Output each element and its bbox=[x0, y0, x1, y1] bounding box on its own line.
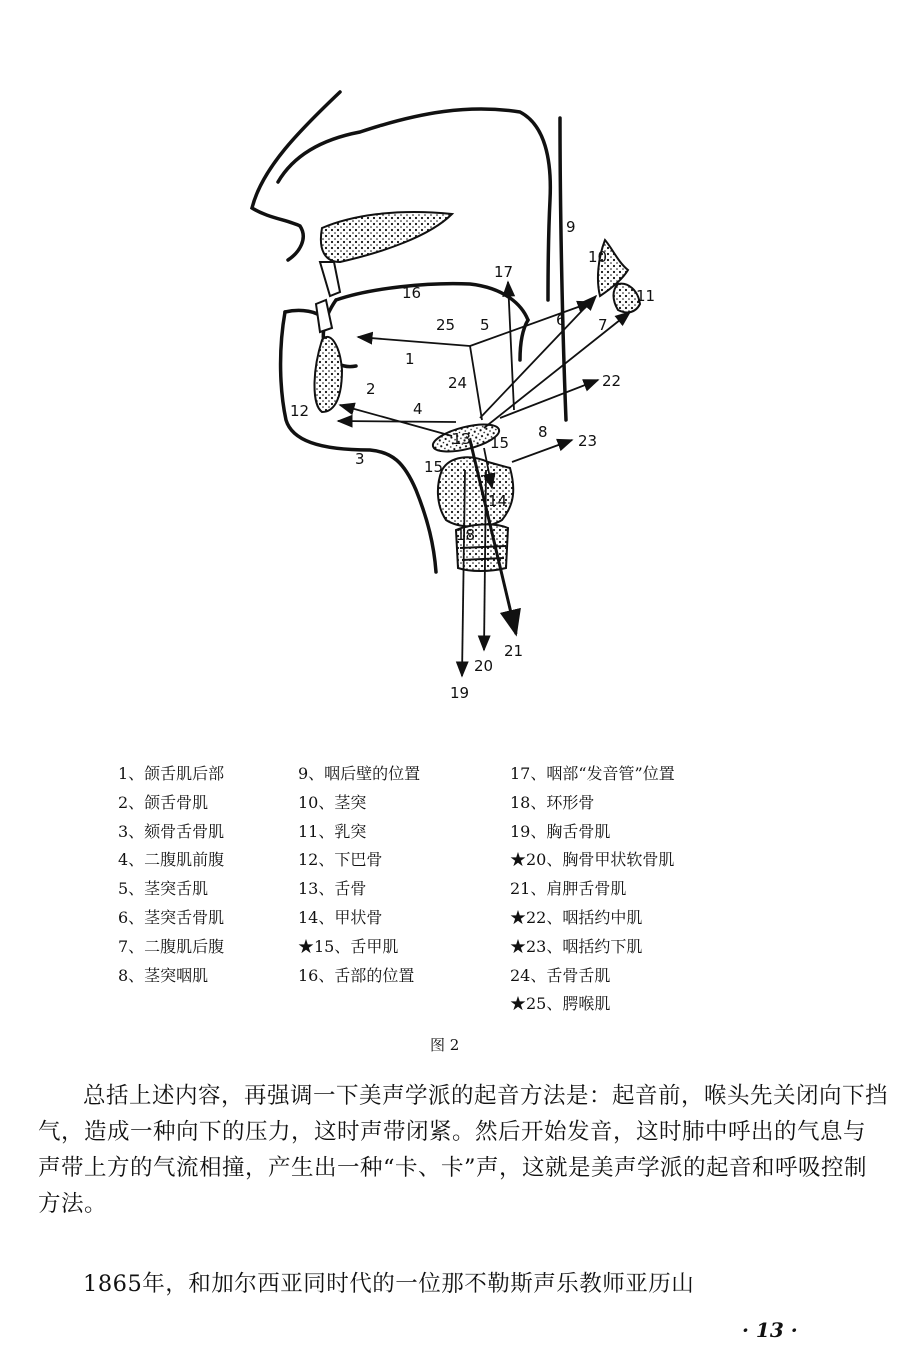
label-2: 2 bbox=[366, 380, 376, 398]
legend-item: 8、茎突咽肌 bbox=[118, 965, 209, 985]
label-9: 9 bbox=[566, 218, 576, 236]
label-11: 11 bbox=[636, 287, 656, 305]
legend-item: 5、茎突舌肌 bbox=[118, 879, 209, 899]
legend-column-2 bbox=[298, 760, 420, 990]
label-7: 7 bbox=[598, 316, 608, 334]
legend-item: 10、茎突 bbox=[298, 792, 367, 812]
label-15a: 15 bbox=[490, 434, 510, 452]
label-6: 6 bbox=[556, 311, 566, 329]
figure-caption: 图 2 bbox=[430, 1036, 460, 1054]
label-23: 23 bbox=[578, 432, 598, 450]
legend-item: 6、茎突舌骨肌 bbox=[118, 907, 225, 927]
legend-item: ★25、腭喉肌 bbox=[510, 994, 611, 1014]
head-outline bbox=[252, 92, 566, 572]
legend-item: 18、环形骨 bbox=[510, 792, 595, 812]
label-16: 16 bbox=[402, 284, 422, 302]
body-paragraph: 1865年，和加尔西亚同时代的一位那不勒斯声乐教师亚历山 bbox=[83, 1271, 695, 1297]
legend-item: 13、舌骨 bbox=[298, 879, 367, 899]
label-5: 5 bbox=[480, 316, 490, 334]
legend-item: ★20、胸骨甲状软骨肌 bbox=[510, 850, 675, 870]
label-24: 24 bbox=[448, 374, 468, 392]
label-13: 13 bbox=[452, 430, 472, 448]
label-25: 25 bbox=[436, 316, 456, 334]
legend-item: 21、肩胛舌骨肌 bbox=[510, 879, 627, 899]
label-8: 8 bbox=[538, 423, 548, 441]
label-4: 4 bbox=[413, 400, 423, 418]
label-10: 10 bbox=[588, 248, 608, 266]
legend-item: 11、乳突 bbox=[298, 821, 367, 841]
label-22: 22 bbox=[602, 372, 622, 390]
upper-teeth bbox=[320, 262, 340, 296]
legend-item: 14、甲状骨 bbox=[298, 907, 383, 927]
label-17: 17 bbox=[494, 263, 514, 281]
legend-item: 19、胸舌骨肌 bbox=[510, 821, 611, 841]
legend-item: 7、二腹肌后腹 bbox=[118, 936, 225, 956]
label-18: 18 bbox=[456, 526, 476, 544]
palate-bone bbox=[321, 212, 452, 262]
legend-item: 24、舌骨舌肌 bbox=[510, 965, 611, 985]
legend-item: 12、下巴骨 bbox=[298, 850, 383, 870]
lower-teeth bbox=[316, 300, 332, 332]
legend-item: ★23、咽括约下肌 bbox=[510, 936, 643, 956]
legend-item: 17、咽部“发音管”位置 bbox=[510, 764, 675, 783]
legend-item: 16、舌部的位置 bbox=[298, 965, 415, 985]
legend-column-1 bbox=[118, 760, 224, 990]
label-14: 14 bbox=[488, 492, 508, 510]
label-19: 19 bbox=[450, 684, 470, 702]
page-number: · 13 · bbox=[742, 1318, 798, 1342]
label-3: 3 bbox=[355, 450, 365, 468]
legend-item: 2、颌舌骨肌 bbox=[118, 792, 209, 812]
legend-item: 1、颌舌肌后部 bbox=[118, 764, 225, 783]
legend-item: ★22、咽括约中肌 bbox=[510, 907, 643, 927]
legend-item: 4、二腹肌前腹 bbox=[118, 850, 225, 870]
legend-item: ★15、舌甲肌 bbox=[298, 936, 399, 956]
legend-item: 9、咽后壁的位置 bbox=[298, 764, 421, 783]
label-15b: 15 bbox=[424, 458, 444, 476]
legend-column-3 bbox=[510, 760, 675, 1019]
label-1: 1 bbox=[405, 350, 415, 368]
jaw-bone-12 bbox=[315, 337, 343, 412]
label-20: 20 bbox=[474, 657, 494, 675]
body-paragraph: 总括上述内容，再强调一下美声学派的起音方法是：起音前，喉头先关闭向下挡气，造成一种向下的压力，这时声带闭紧。然后开始发音，这时肺中呼出的气息与声带上方的气流相撞，产生出一种“卡、卡”声，这就是美声学派的起音和呼吸控制方法。 bbox=[38, 1083, 889, 1217]
label-21: 21 bbox=[504, 642, 524, 660]
legend-item: 3、颏骨舌骨肌 bbox=[118, 821, 225, 841]
label-12: 12 bbox=[290, 402, 310, 420]
